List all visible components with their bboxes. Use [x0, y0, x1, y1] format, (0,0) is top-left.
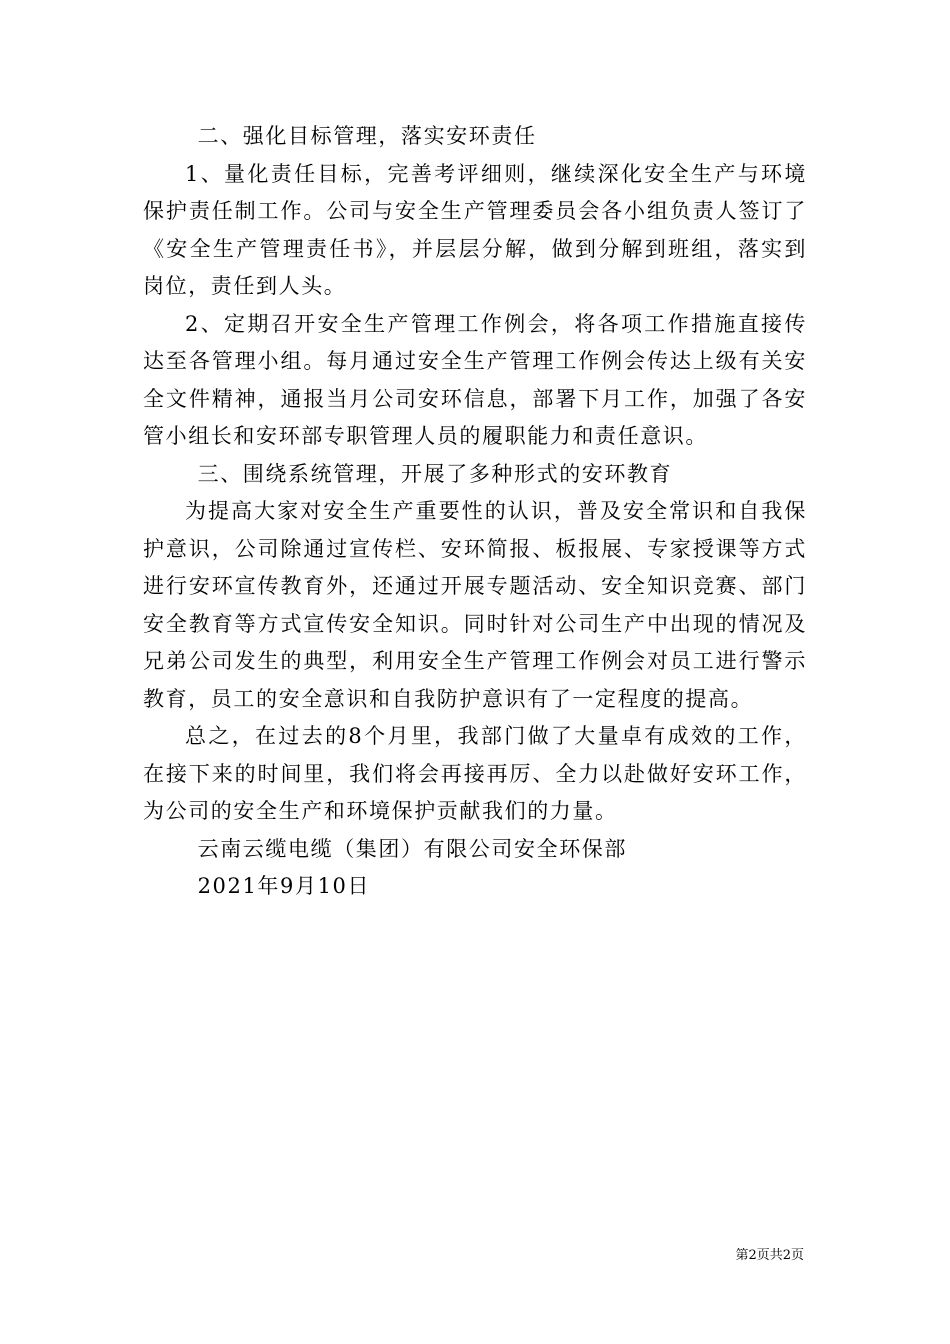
body-paragraph-regular-meetings: 2、定期召开安全生产管理工作例会，将各项工作措施直接传达至各管理小组。每月通过安全生产管理工作例会传达上级有关安全文件精神，通报当月公司安环信息，部署下月工作，加强了各安管小组长和安环部专职管理人员的履职能力和责任意识。	[143, 311, 807, 448]
signature-date: 2021年9月10日	[197, 874, 371, 898]
page-number-footer: 第2页共2页	[735, 1248, 804, 1263]
signature-organization: 云南云缆电缆（集团）有限公司安全环保部	[197, 836, 627, 861]
body-paragraph-safety-education: 为提高大家对安全生产重要性的认识，普及安全常识和自我保护意识，公司除通过宣传栏、安环简报、板报展、专家授课等方式进行安环宣传教育外，还通过开展专题活动、安全知识竞赛、部门安全教育等方式宣传安全知识。同时针对公司生产中出现的情况及兄弟公司发生的典型，利用安全生产管理工作例会对员工进行警示教育，员工的安全意识和自我防护意识有了一定程度的提高。	[143, 499, 807, 711]
body-paragraph-responsibility-targets: 1、量化责任目标，完善考评细则，继续深化安全生产与环境保护责任制工作。公司与安全生产管理委员会各小组负责人签订了《安全生产管理责任书》，并层层分解，做到分解到班组，落实到岗位，责任到人头。	[143, 161, 807, 298]
section-heading-3: 三、围绕系统管理，开展了多种形式的安环教育	[197, 461, 673, 486]
document-body	[143, 118, 807, 906]
body-paragraph-summary: 总之，在过去的8个月里，我部门做了大量卓有成效的工作，在接下来的时间里，我们将会再接再厉、全力以赴做好安环工作，为公司的安全生产和环境保护贡献我们的力量。	[143, 724, 807, 823]
section-heading-2: 二、强化目标管理，落实安环责任	[197, 124, 537, 148]
